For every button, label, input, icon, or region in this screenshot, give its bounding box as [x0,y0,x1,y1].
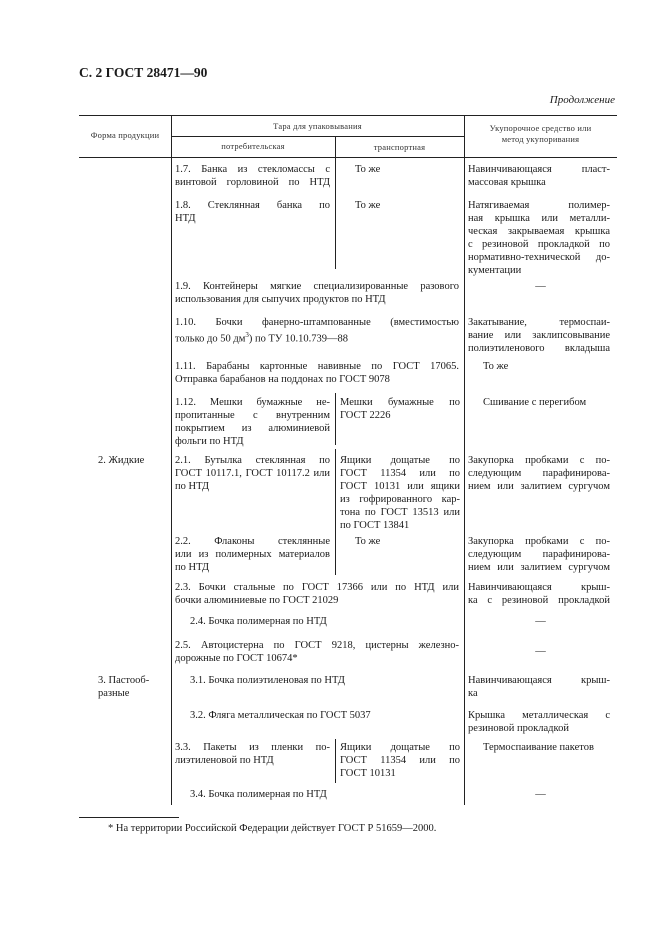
text-line: следующим парафинирова- [468,549,610,560]
text-span: ) по ТУ 10.10.739—88 [248,333,348,345]
row-3-1-packaging: 3.1. Бочка полиэтиленовая по НТД [190,675,345,686]
text-line: 2.2. Флаконы стеклянные [175,536,330,547]
text-line: ГОСТ 10131 [340,768,396,779]
text-line: Закупорка пробками с по- [468,455,610,466]
text-line: 1.10. Бочки фанерно-штампованные (вместимостью [175,317,459,328]
text-line: винтовой горловиной по НТД [175,177,330,188]
row-2-4-closure: — [535,616,546,627]
row-3-3-closure: Термоспаивание пакетов [483,742,594,753]
row-2-1-transport [340,454,460,532]
row-1-8-consumer [175,199,330,225]
text-line: следующим парафинирова- [468,468,610,479]
text-line: по ГОСТ 13841 [340,520,410,531]
transport-divider-segment [335,739,336,783]
text-line: вание или заклипсовывание [468,330,610,341]
row-1-7-consumer [175,163,330,189]
text-line: Ящики дощатые по [340,742,460,753]
text-span: только до 50 дм [175,333,246,345]
text-line: 2.3. Бочки стальные по ГОСТ 17366 или по НТД или [175,582,459,593]
row-3-1-closure [468,674,610,700]
text-line: 1.12. Мешки бумажные не- [175,397,330,408]
header-consumer: потребительская [221,141,285,151]
page-header: С. 2 ГОСТ 28471—90 [79,65,208,80]
row-2-1-closure [468,454,610,493]
text-line: ГОСТ 2226 [340,410,391,421]
footnote-rule [79,817,179,818]
row-1-11-closure: То же [483,361,509,372]
text-line: ГОСТ 11354 или по [340,755,460,766]
text-line: ГОСТ 11354 или по [340,468,460,479]
text-line: Закупорка пробками с по- [468,536,610,547]
transport-divider-segment [335,449,336,575]
text-line: ная крышка или металли- [468,213,610,224]
transport-divider-segment [335,157,336,269]
header-product-form: Форма продукции [90,130,160,140]
row-3-2-closure [468,709,610,735]
text-line: 2.1. Бутылка стеклянная по [175,455,330,466]
row-1-9-packaging [175,280,459,306]
superscript: 3 [245,331,249,339]
text-line: 3. Пастооб- [98,675,150,686]
text-line: Закатывание, термоспаи- [468,317,610,328]
row-2-4-packaging: 2.4. Бочка полимерная по НТД [190,616,327,627]
text-line [175,329,459,346]
text-line: тона по ГОСТ 13513 или [340,507,460,518]
header-packaging: Тара для упаковывания [273,121,362,131]
row-3-3-transport [340,741,460,780]
column-divider-1 [171,115,172,805]
text-line: покрытием из алюминиевой [175,423,330,434]
row-1-8-transport: То же [355,200,381,211]
header-closure [464,123,617,145]
text-line: фольги по НТД [175,436,244,447]
row-2-3-packaging [175,581,459,607]
table-header-bottom-rule [79,157,617,158]
text-line: Ящики дощатые по [340,455,460,466]
text-line: ГОСТ 10117.1, ГОСТ 10117.2 или [175,468,330,479]
product-form-pasty [98,674,149,700]
text-line: по НТД [175,481,209,492]
text-line: Навинчивающаяся крыш- [468,675,610,686]
row-1-11-packaging [175,360,459,386]
text-line: 1.9. Контейнеры мягкие специализированные разового [175,281,459,292]
row-2-5-closure: — [535,646,546,657]
row-2-3-closure [468,581,610,607]
column-divider-3 [464,115,465,805]
text-line: 1.8. Стеклянная банка по [175,200,330,211]
text-line: резиновой прокладкой [468,723,569,734]
text-line: использования для сыпучих продуктов по НТД [175,294,386,305]
text-line: Мешки бумажные по [340,397,460,408]
text-line: массовая крышка [468,177,546,188]
row-1-10-closure [468,316,610,355]
text-line: по НТД [175,562,209,573]
row-1-12-transport [340,396,460,422]
text-line: 1.7. Банка из стекломассы с [175,164,330,175]
text-line: с резиновой прокладкой по [468,239,610,250]
text-line: 1.11. Барабаны картонные навивные по ГОСТ 17065. [175,361,459,372]
row-1-10-packaging [175,316,459,346]
continuation-label: Продолжение [549,94,615,106]
text-line: лиэтиленовой по НТД [175,755,274,766]
row-2-1-consumer [175,454,330,493]
product-form-liquid: 2. Жидкие [98,455,145,466]
text-line: Навинчивающаяся пласт- [468,164,610,175]
text-line: нормативно-технической до- [468,252,610,263]
text-line: или из полимерных материалов [175,549,330,560]
text-line: нием или залитием сургучом [468,481,610,492]
row-2-2-transport: То же [355,536,381,547]
text-line: ГОСТ 10131 или ящики [340,481,460,492]
table-top-rule [79,115,617,116]
transport-divider-segment [335,393,336,445]
row-3-4-packaging: 3.4. Бочка полимерная по НТД [190,789,327,800]
row-3-3-consumer [175,741,330,767]
text-line: Крышка металлическая с [468,710,610,721]
text-line: 2.5. Автоцистерна по ГОСТ 9218, цистерны железно- [175,640,459,651]
row-1-12-closure: Сшивание с перегибом [483,397,587,408]
text-line: нием или залитием сургучом [468,562,610,573]
text-line: 3.3. Пакеты из пленки по- [175,742,330,753]
row-3-4-closure: — [535,789,546,800]
text-line: кументации [468,265,522,276]
row-1-12-consumer [175,396,330,448]
header-closure-line: Укупорочное средство или [489,123,592,133]
text-line: Навинчивающаяся крыш- [468,582,610,593]
row-1-7-closure [468,163,610,189]
text-line: ка [468,688,478,699]
packaging-subheader-rule [171,136,464,137]
text-line: пропитанные с внутренним [175,410,330,421]
text-line: из гофрированного кар- [340,494,460,505]
text-line: Отправка барабанов на поддонах по ГОСТ 9078 [175,374,390,385]
text-line: НТД [175,213,196,224]
text-line: ческая закрываемая крышка [468,226,610,237]
text-line: разные [98,688,130,699]
footnote: * На территории Российской Федерации действует ГОСТ Р 51659—2000. [108,823,437,834]
row-2-2-closure [468,535,610,574]
header-closure-line: метод укупоривания [501,134,580,144]
text-line: Натягиваемая полимер- [468,200,610,211]
row-1-9-closure: — [535,281,546,292]
header-transport: транспортная [373,142,426,152]
text-line: полиэтиленового вкладыша [468,343,610,354]
row-1-8-closure [468,199,610,277]
row-2-5-packaging [175,639,459,665]
text-line: ка с резиновой прокладкой [468,595,610,606]
row-2-2-consumer [175,535,330,574]
row-3-2-packaging: 3.2. Фляга металлическая по ГОСТ 5037 [190,710,371,721]
text-line: дорожные по ГОСТ 10674* [175,653,298,664]
text-line: бочки алюминиевые по ГОСТ 21029 [175,595,339,606]
row-1-7-transport: То же [355,164,381,175]
